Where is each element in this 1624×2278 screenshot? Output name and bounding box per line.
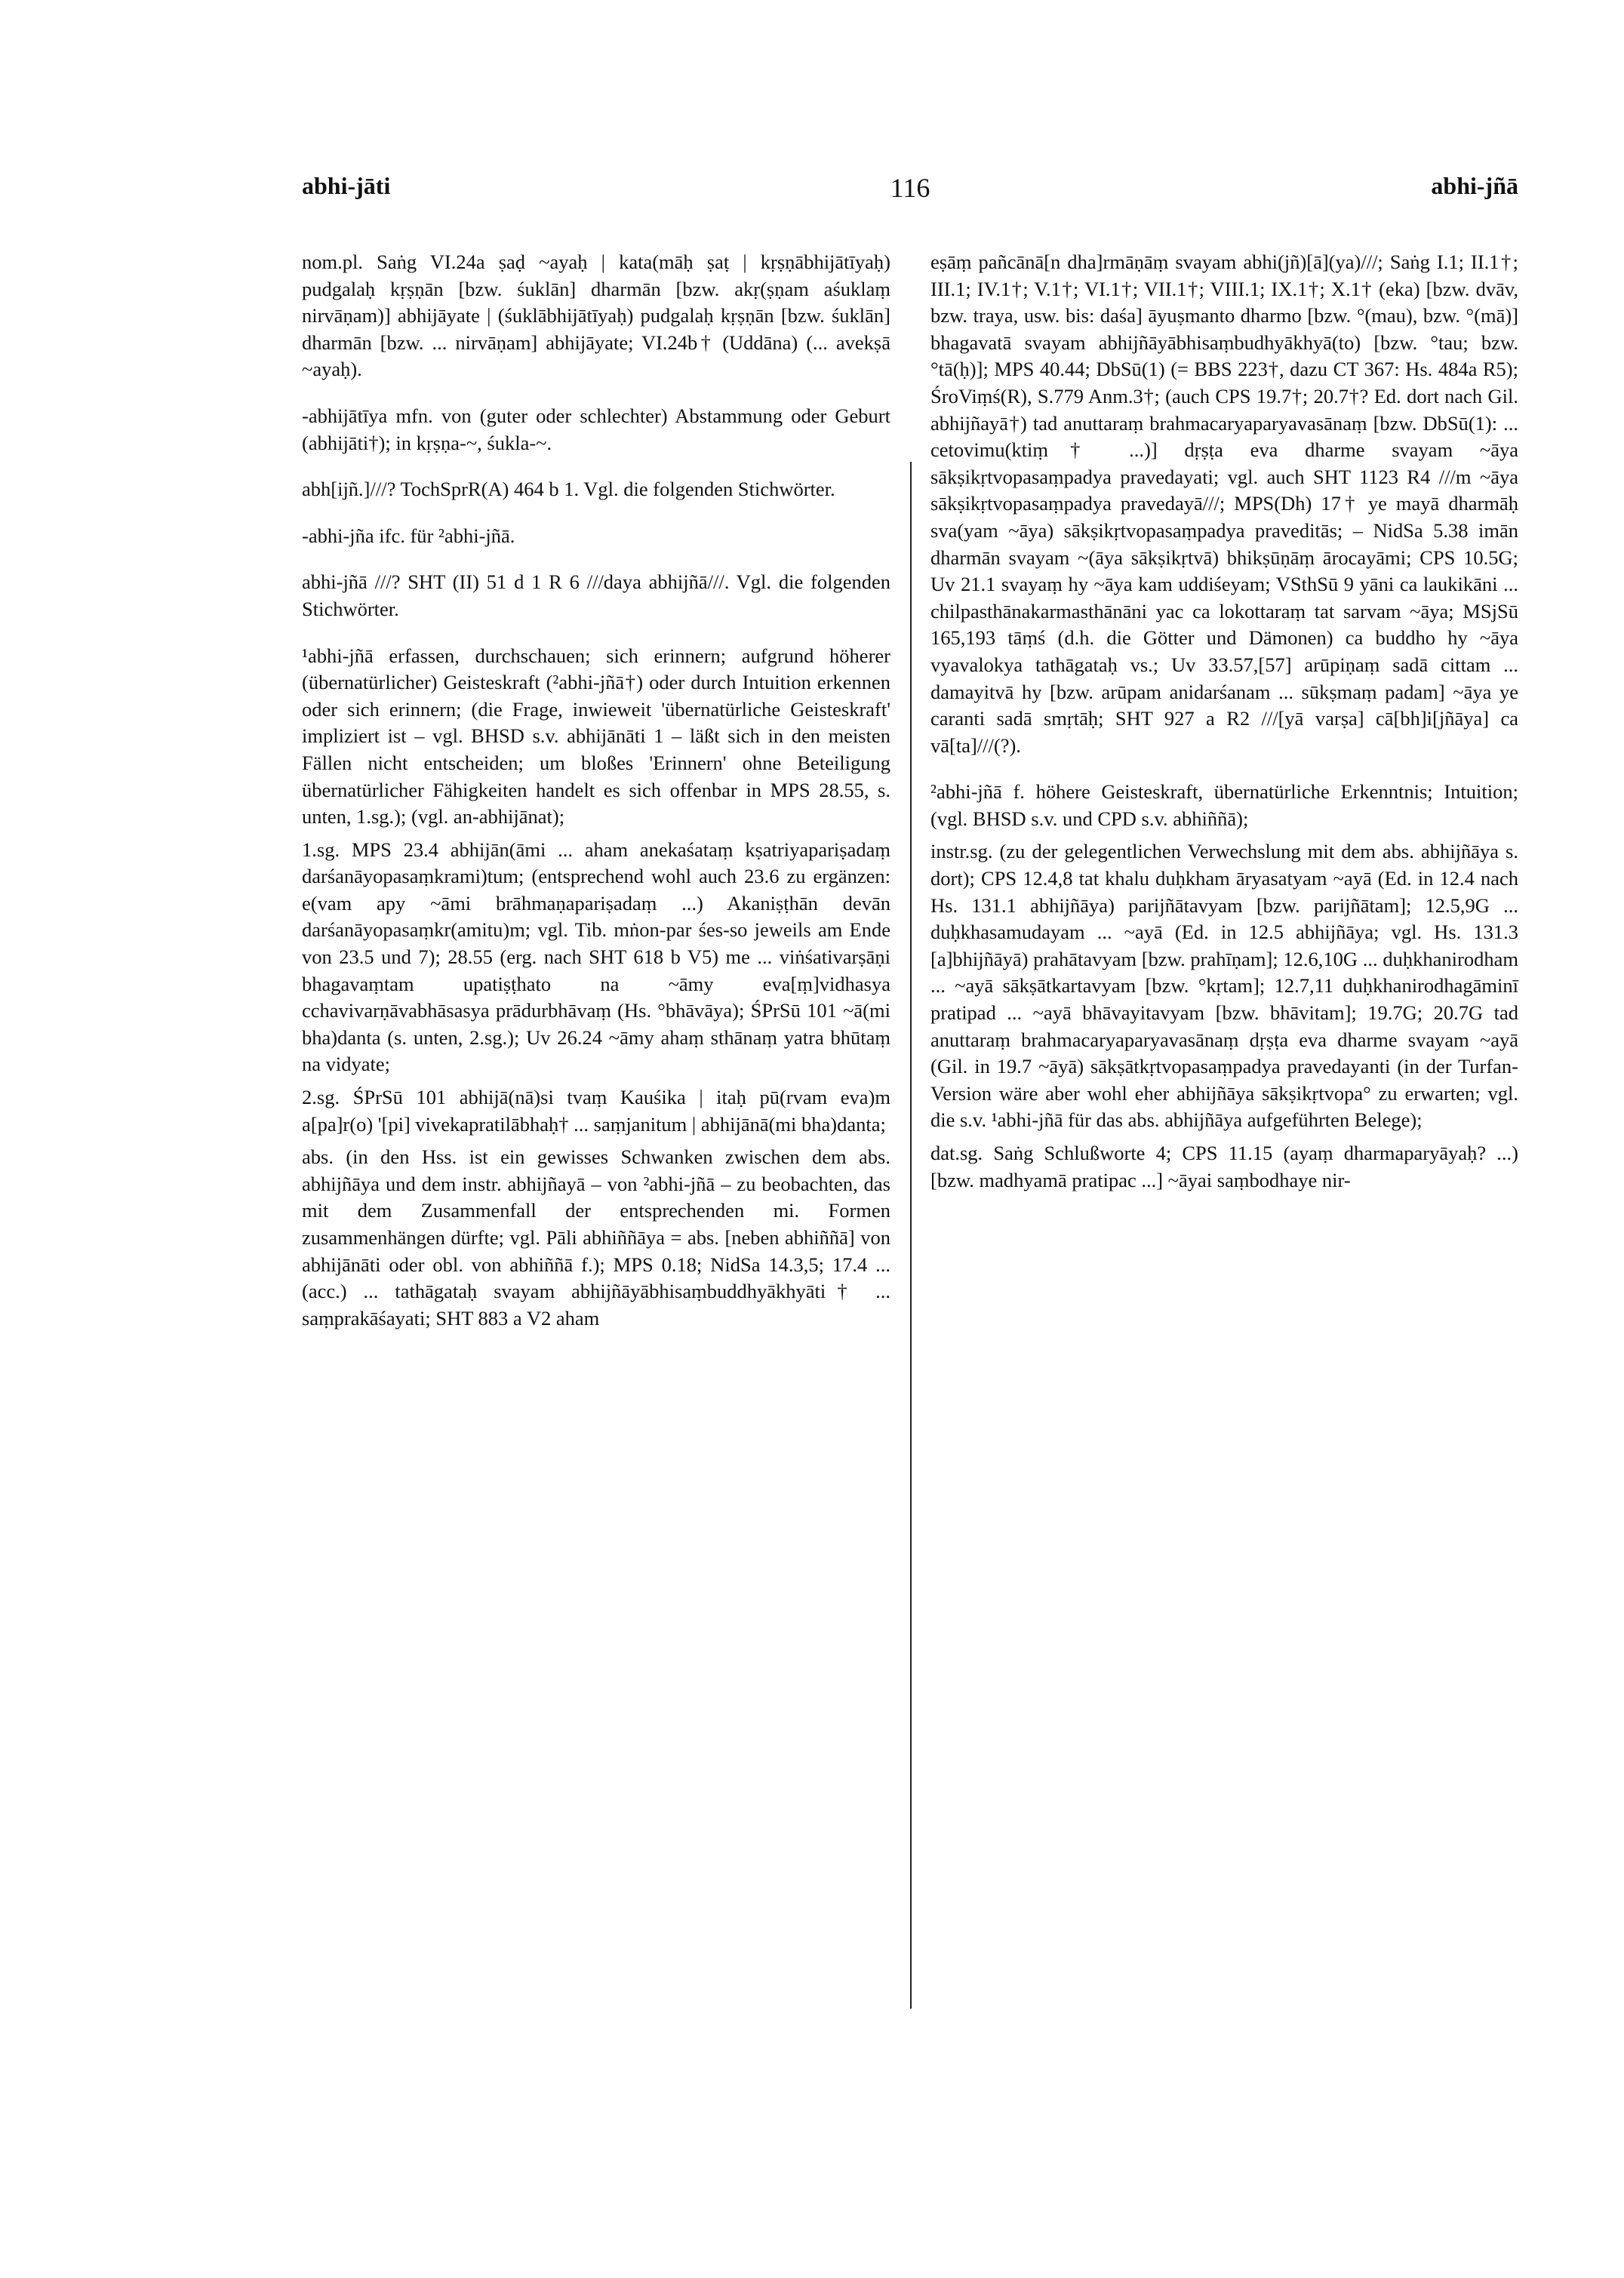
entry-abhijna-ifc: -abhi-jña ifc. für ²abhi-jñā. — [302, 524, 515, 547]
entry-abhijn-fragment: abh[ijñ.]///? TochSprR(A) 464 b 1. Vgl. die folgenden Stichwörter. — [302, 478, 835, 501]
entry-abhijati-nom-pl: nom.pl. Saṅg VI.24a ṣaḍ ~ayaḥ | kata(māḥ ṣaṭ | kṛṣṇābhijātīyaḥ) pudgalaḥ kṛṣṇān [bzw. śuklān] dharmān [bzw. akṛ(ṣṇam aśuklaṃ nirvāṇam)] abhijāyate | (śuklābhijātīyaḥ) pudgalaḥ kṛṣṇān [bzw. śuklān] dharmān [bzw. ... nirvāṇam] abhijāyate; VI.24b† (Uddāna) (... avekṣā ~ayaḥ). — [302, 251, 890, 381]
entry-abhijna-noun: ²abhi-jñā f. höhere Geisteskraft, übernatürliche Erkenntnis; Intuition; (vgl. BHSD s.v. und CPD s.v. abhiññā); — [930, 780, 1518, 830]
entry-2sg: 2.sg. ŚPrSū 101 abhijā(nā)si tvaṃ Kauśika | itaḥ pū(rvam eva)m a[pa]r(o) '[pi] vivekapratilābhaḥ† ... saṃjanitum | abhijānā(mi bha)danta; — [302, 1086, 890, 1136]
right-headword: abhi-jñā — [1431, 172, 1518, 199]
entry-abhijna-verb: ¹abhi-jñā erfassen, durchschauen; sich erinnern; aufgrund höherer (übernatürlicher) Geisteskraft (²abhi-jñā†) oder durch Intuition erkennen oder sich erinnern; (die Frage, inwieweit 'übernatürliche Geisteskraft' impliziert ist – vgl. BHSD s.v. abhijānāti 1 – läßt sich in den meisten Fällen nicht entscheiden; um bloßes 'Erinnern' ohne Beteiligung übernatürlicher Fähigkeiten handelt es sich offenbar in MPS 28.55, s. unten, 1.sg.); (vgl. an-abhijānat); — [302, 644, 890, 829]
page-number: 116 — [890, 173, 930, 203]
entry-1sg: 1.sg. MPS 23.4 abhijān(āmi ... aham anekaśataṃ kṣatriyapariṣadaṃ darśanāyopasaṃkrami)tum; (entsprechend wohl auch 23.6 zu ergänzen: e(vam apy ~āmi brāhmaṇapariṣadaṃ ...) Akaniṣṭhān devān darśanāyopasaṃkr(amitu)m; vgl. Tib. mṅon-par śes-so jeweils am Ende von 23.5 und 7); 28.55 (erg. nach SHT 618 b V5) me ... viṅśativarṣāṇi bhagavaṃtam upatiṣṭhato na ~āmy eva[ṃ]vidhasya cchavivarṇāvabhāsasya prādurbhāvaṃ (Hs. °bhāvāya); ŚPrSū 101 ~ā(mi bha)danta (s. unten, 2.sg.); Uv 26.24 ~āmy ahaṃ sthānaṃ yatra bhūtaṃ na vidyate; — [302, 838, 890, 1076]
entry-abhijna-fragment: abhi-jñā ///? SHT (II) 51 d 1 R 6 ///daya abhijñā///. Vgl. die folgenden Stichwörter. — [302, 570, 890, 620]
right-column — [930, 249, 1518, 1194]
entry-abs-continued: eṣāṃ pañcānā[n dha]rmāṇāṃ svayam abhi(jñ)[ā](ya)///; Saṅg I.1; II.1†; III.1; IV.1†; V.1†; VI.1†; VII.1†; VIII.1; IX.1†; X.1† (eka) [bzw. dvāv, bzw. traya, usw. bis: daśa] āyuṣmanto dharmo [bzw. °(mau), bzw. °(mā)] bhagavatā svayam abhijñāyābhisaṃbudhyākhyā(to) [bzw. °tau; bzw. °tā(ḥ)]; MPS 40.44; DbSū(1) (= BBS 223†, dazu CT 367: Hs. 484a R5); ŚroViṃś(R), S.779 Anm.3†; (auch CPS 19.7†; 20.7†? Ed. dort nach Gil. abhijñayā†) tad anuttaraṃ brahmacaryaparyavasānaṃ [bzw. DbSū(1): ... cetovimu(ktiṃ† ...)] dṛṣṭa eva dharme svayam ~āya sākṣikṛtvopasaṃpadya pravedayati; vgl. auch SHT 1123 R4 ///m ~āya sākṣikṛtvopasaṃpadya pravedayā///; MPS(Dh) 17† ye mayā dharmāḥ sva(yam ~āya) sākṣikṛtvopasaṃpadya praveditās; – NidSa 5.38 imān dharmān svayam ~(āya sākṣikṛtvā) bhikṣūṇāṃ ārocayāmi; CPS 10.5G; Uv 21.1 svayaṃ hy ~āya kam uddiśeyam; VSthSū 9 yāni ca laukikāni ... chilpasthānakarmasthānāni yac ca lokottaraṃ tat sarvam ~āya; MSjSū 165,193 tāṃś (d.h. die Götter und Dämonen) ca buddho hy ~āya vyavalokya tathāgataḥ vs.; Uv 33.57,[57] arūpiṇaṃ sadā cittam ... damayitvā hy [bzw. arūpam anidarśanam ... sūkṣmaṃ padam] ~āya ye caranti sadā smṛtāḥ; SHT 927 a R2 ///[yā varṣa] cā[bh]i[jñāya] ca vā[ta]///(?). — [930, 251, 1518, 757]
entry-abs: abs. (in den Hss. ist ein gewisses Schwanken zwischen dem abs. abhijñāya und dem instr. abhijñayā – von ²abhi-jñā – zu beobachten, das mit dem Zusammenfall der entsprechenden mi. Formen zusammenhängen dürfte; vgl. Pāli abhiññāya = abs. [neben abhiññā] von abhijānāti oder obl. von abhiññā f.); MPS 0.18; NidSa 14.3,5; 17.4 ... (acc.) ... tathāgataḥ svayam abhijñāyābhisaṃbuddhyākhyāti† ... saṃprakāśayati; SHT 883 a V2 aham — [302, 1145, 890, 1330]
column-divider — [910, 462, 912, 2009]
left-column — [302, 249, 890, 1332]
entry-dat-sg: dat.sg. Saṅg Schlußworte 4; CPS 11.15 (ayaṃ dharmaparyāyaḥ? ...) [bzw. madhyamā pratipac ...] ~āyai saṃbodhaye nir- — [930, 1142, 1518, 1191]
left-headword: abhi-jāti — [302, 172, 391, 199]
entry-instr-sg: instr.sg. (zu der gelegentlichen Verwechslung mit dem abs. abhijñāya s. dort); CPS 12.4,8 tat khalu duḥkham āryasatyam ~ayā (Ed. in 12.4 nach Hs. 131.1 abhijñāya) parijñātavyam [bzw. parijñātam]; 12.5,9G ... duḥkhasamudayam ... ~ayā (Ed. in 12.5 abhijñāya; vgl. Hs. 131.3 [a]bhijñāyā) prahātavyam [bzw. prahīṇam]; 12.6,10G ... duḥkhanirodham ... ~ayā sākṣātkartavyam [bzw. °kṛtam]; 12.7,11 duḥkhanirodhagāminī pratipad ... ~ayā bhāvayitavyam [bzw. bhāvitam]; 19.7G; 20.7G tad anuttaraṃ brahmacaryaparyavasānaṃ dṛṣṭa eva dharme svayam ~ayā (Gil. in 19.7 ~āyā) sākṣātkṛtvopasaṃpadya pravedayanti (in der Turfan-Version wäre aber wohl eher abhijñāya sākṣikṛtvopa° zu erwarten; vgl. die s.v. ¹abhi-jñā für das abs. abhijñāya aufgeführten Belege); — [930, 840, 1518, 1132]
running-head — [302, 172, 1518, 217]
entry-abhijatiya: -abhijātīya mfn. von (guter oder schlechter) Abstammung oder Geburt (abhijāti†); in kṛṣṇa-~, śukla-~. — [302, 404, 890, 454]
